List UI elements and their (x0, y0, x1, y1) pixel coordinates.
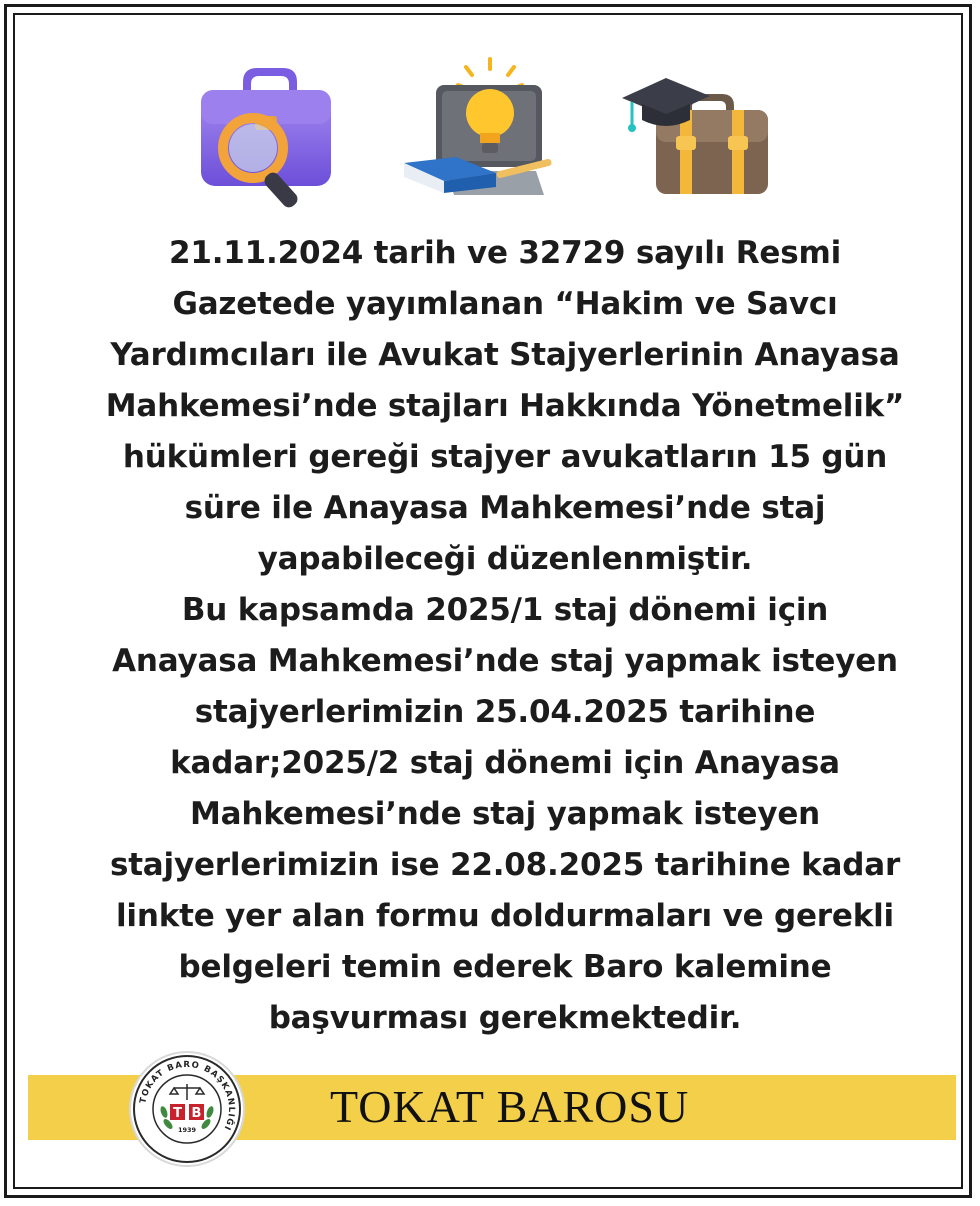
announcement-line: Yardımcıları ile Avukat Stajyerlerinin Anayasa (110, 337, 900, 373)
header-icons (0, 50, 980, 220)
announcement-line: süre ile Anayasa Mahkemesi’nde staj (184, 490, 826, 526)
seal-ring-text: TOKAT BARO BAŞKANLIĞI (138, 1059, 237, 1133)
announcement-line: belgeleri temin ederek Baro kalemine (178, 949, 832, 985)
seal-letter-b: B (191, 1106, 202, 1121)
announcement-line: 21.11.2024 tarih ve 32729 sayılı Resmi (168, 235, 842, 271)
footer-title: TOKAT BAROSU (330, 1081, 690, 1132)
announcement-line: Anayasa Mahkemesi’nde staj yapmak isteyen (112, 643, 898, 679)
announcement-line: Mahkemesi’nde stajları Hakkında Yönetmelik” (105, 388, 905, 424)
graduation-briefcase-icon (620, 70, 780, 220)
announcement-line: Gazetede yayımlanan “Hakim ve Savcı (172, 286, 838, 322)
announcement-line: linkte yer alan formu doldurmaları ve gerekli (115, 898, 894, 934)
announcement-line: Mahkemesi’nde staj yapmak isteyen (189, 796, 821, 832)
announcement-line: yapabileceği düzenlenmiştir. (257, 541, 753, 577)
laptop-lightbulb-icon (400, 55, 560, 215)
announcement-text (95, 228, 915, 1044)
seal-letter-t: T (173, 1106, 182, 1121)
bar-association-seal (128, 1050, 246, 1168)
announcement-line: Bu kapsamda 2025/1 staj dönemi için (181, 592, 829, 628)
announcement-line: başvurması gerekmektedir. (268, 1000, 742, 1036)
announcement-line: kadar;2025/2 staj dönemi için Anayasa (170, 745, 840, 781)
announcement-line: hükümleri gereği stajyer avukatların 15 gün (122, 439, 888, 475)
briefcase-search-icon (195, 60, 345, 220)
seal-year: 1939 (177, 1126, 197, 1134)
announcement-line: stajyerlerimizin 25.04.2025 tarihine (194, 694, 816, 730)
announcement-line: stajyerlerimizin ise 22.08.2025 tarihine kadar (109, 847, 901, 883)
